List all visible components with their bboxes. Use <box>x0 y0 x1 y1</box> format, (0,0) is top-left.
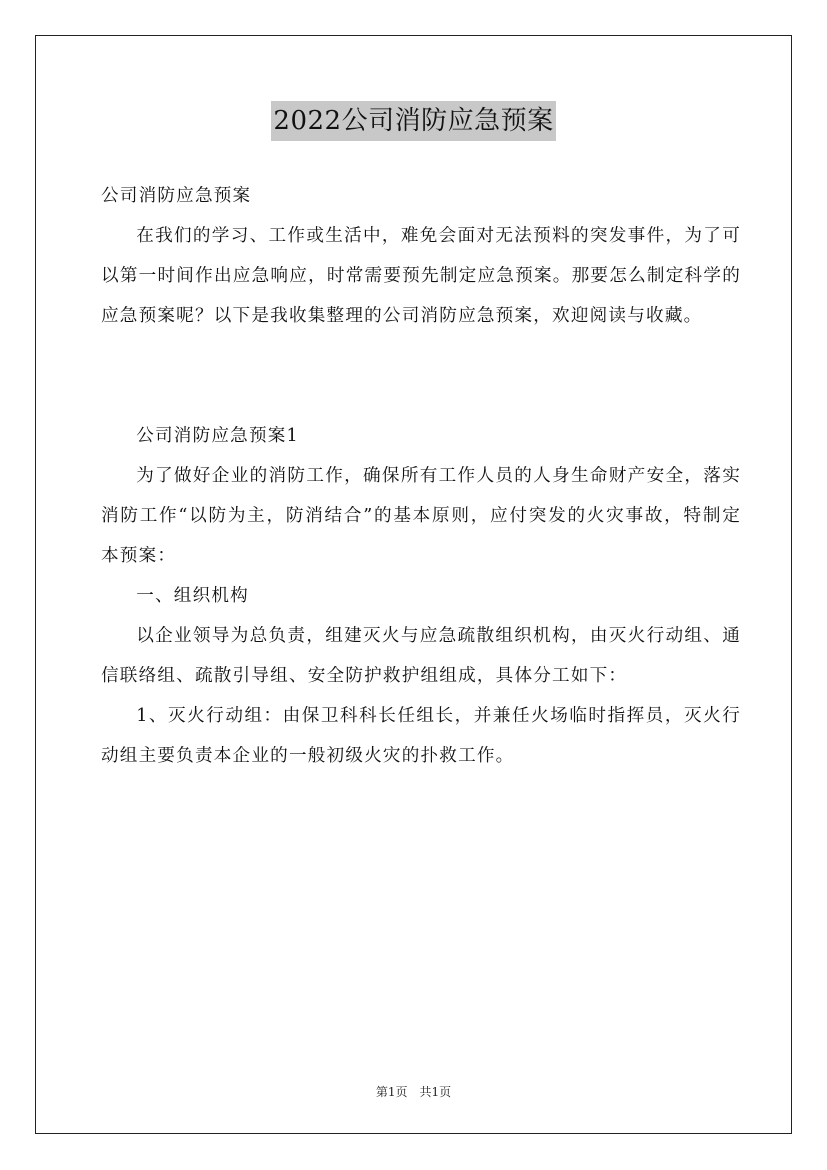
page-footer <box>0 1082 827 1102</box>
blank-spacer <box>101 336 741 416</box>
page-total: 共1页 <box>419 1085 452 1099</box>
document-title: 2022公司消防应急预案 <box>271 101 555 141</box>
document-body <box>101 176 741 776</box>
paragraph-purpose: 为了做好企业的消防工作，确保所有工作人员的人身生命财产安全，落实消防工作“以防为主，防消结合”的基本原则，应付突发的火灾事故，特制定本预案： <box>101 466 741 566</box>
section-organization-heading: 一、组织机构 <box>136 586 249 606</box>
title-container <box>0 101 827 141</box>
paragraph-organization: 以企业领导为总负责，组建灭火与应急疏散组织机构，由灭火行动组、通信联络组、疏散引导组、安全防护救护组组成，具体分工如下： <box>101 626 741 686</box>
page-number: 第1页 <box>375 1085 408 1099</box>
paragraph-fire-action-group: 1、灭火行动组：由保卫科科长任组长，并兼任火场临时指挥员，灭火行动组主要负责本企业的一般初级火灾的扑救工作。 <box>101 706 741 766</box>
paragraph-heading: 公司消防应急预案 <box>101 186 252 206</box>
paragraph-intro: 在我们的学习、工作或生活中，难免会面对无法预料的突发事件，为了可以第一时间作出应急响应，时常需要预先制定应急预案。那要怎么制定科学的应急预案呢？以下是我收集整理的公司消防应急预案，欢迎阅读与收藏。 <box>101 226 741 326</box>
section-title: 公司消防应急预案1 <box>136 426 299 446</box>
